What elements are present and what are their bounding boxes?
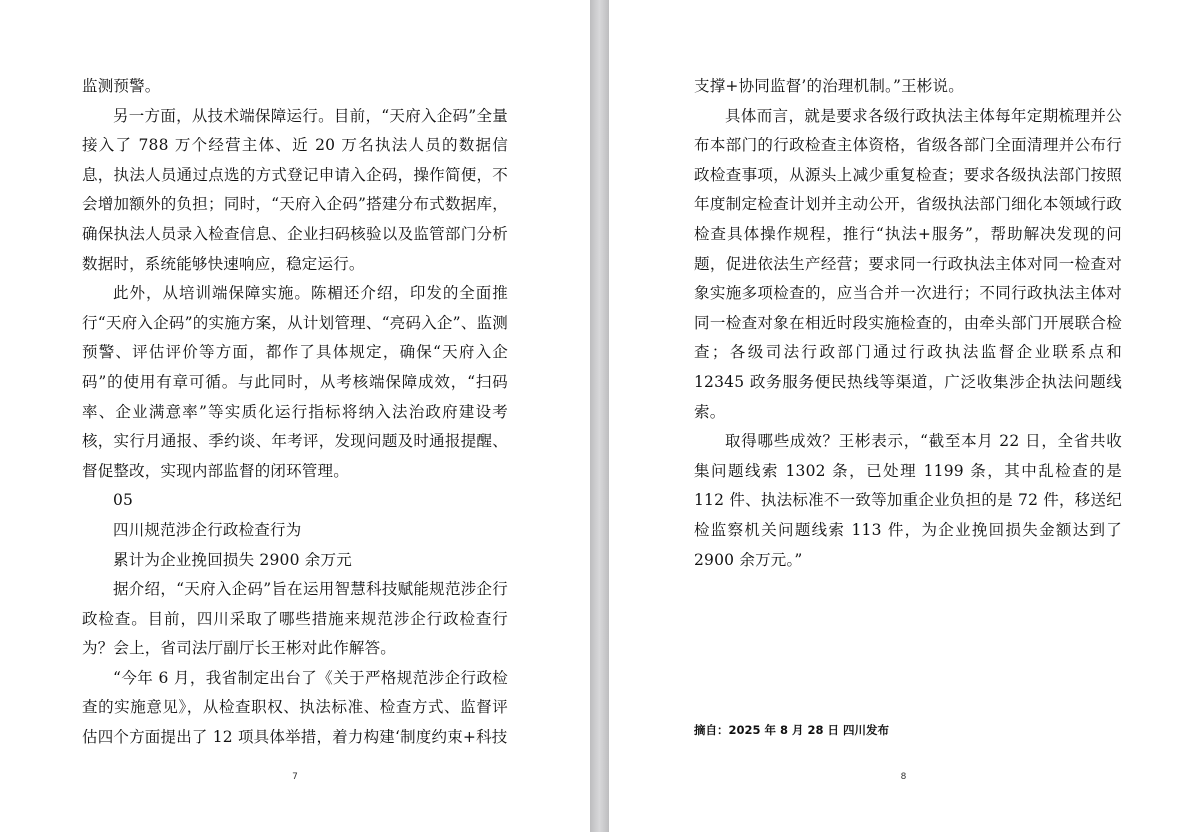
page-content-left	[82, 72, 508, 753]
page-number: 7	[292, 772, 298, 782]
paragraph: 监测预警。	[82, 77, 161, 95]
paragraph: 取得哪些成效？王彬表示，“截至本月 22 日，全省共收集问题线索 1302 条，已处理 1199 条，其中乱检查的是 112 件、执法标准不一致等加重企业负担的是 72 件，移送纪检监察机关问题线索 113 件，为企业挽回损失金额达到了 2900 余万元。”	[694, 432, 1122, 569]
paragraph: “今年 6 月，我省制定出台了《关于严格规范涉企行政检查的实施意见》，从检查职权、执法标准、检查方式、监督评估四个方面提出了 12 项具体举措，着力构建‘制度约束+科技	[82, 668, 508, 747]
paragraph: 此外，从培训端保障实施。陈楣还介绍，印发的全面推行“天府入企码”的实施方案，从计划管理、“亮码入企”、监测预警、评估评价等方面，都作了具体规定，确保“天府入企码”的使用有章可循。与此同时，从考核端保障成效，“扫码率、企业满意率”等实质化运行指标将纳入法治政府建设考核，实行月通报、季约谈、年考评，发现问题及时通报提醒、督促整改，实现内部监督的闭环管理。	[82, 284, 508, 480]
paragraph: 具体而言，就是要求各级行政执法主体每年定期梳理并公布本部门的行政检查主体资格，省级各部门全面清理并公布行政检查事项，从源头上减少重复检查；要求各级执法部门按照年度制定检查计划并主动公开，省级执法部门细化本领域行政检查具体操作规程，推行“执法+服务”，帮助解决发现的问题，促进依法生产经营；要求同一行政执法主体对同一检查对象实施多项检查的，应当合并一次进行；不同行政执法主体对同一检查对象在相近时段实施检查的，由牵头部门开展联合检查；各级司法行政部门通过行政执法监督企业联系点和 12345 政务服务便民热线等渠道，广泛收集涉企执法问题线索。	[694, 106, 1122, 421]
section-number: 05	[113, 491, 134, 510]
source-citation: 摘自：2025 年 8 月 28 日 四川发布	[694, 723, 890, 737]
document-page-left	[0, 0, 590, 832]
page-content-right	[694, 72, 1122, 575]
section-subheading: 累计为企业挽回损失 2900 余万元	[113, 550, 352, 569]
page-number: 8	[900, 772, 907, 782]
section-heading: 四川规范涉企行政检查行为	[113, 520, 302, 539]
paragraph: 支撑+协同监督’的治理机制。”王彬说。	[694, 77, 964, 95]
document-page-right	[609, 0, 1198, 832]
paragraph: 另一方面，从技术端保障运行。目前，“天府入企码”全量接入了 788 万个经营主体、近 20 万名执法人员的数据信息，执法人员通过点选的方式登记申请入企码，操作简便，不会增加额外的负担；同时，“天府入企码”搭建分布式数据库，确保执法人员录入检查信息、企业扫码核验以及监管部门分析数据时，系统能够快速响应，稳定运行。	[82, 106, 508, 273]
page-gutter	[590, 0, 609, 832]
paragraph: 据介绍，“天府入企码”旨在运用智慧科技赋能规范涉企行政检查。目前，四川采取了哪些措施来规范涉企行政检查行为？会上，省司法厅副厅长王彬对此作解答。	[82, 580, 508, 658]
